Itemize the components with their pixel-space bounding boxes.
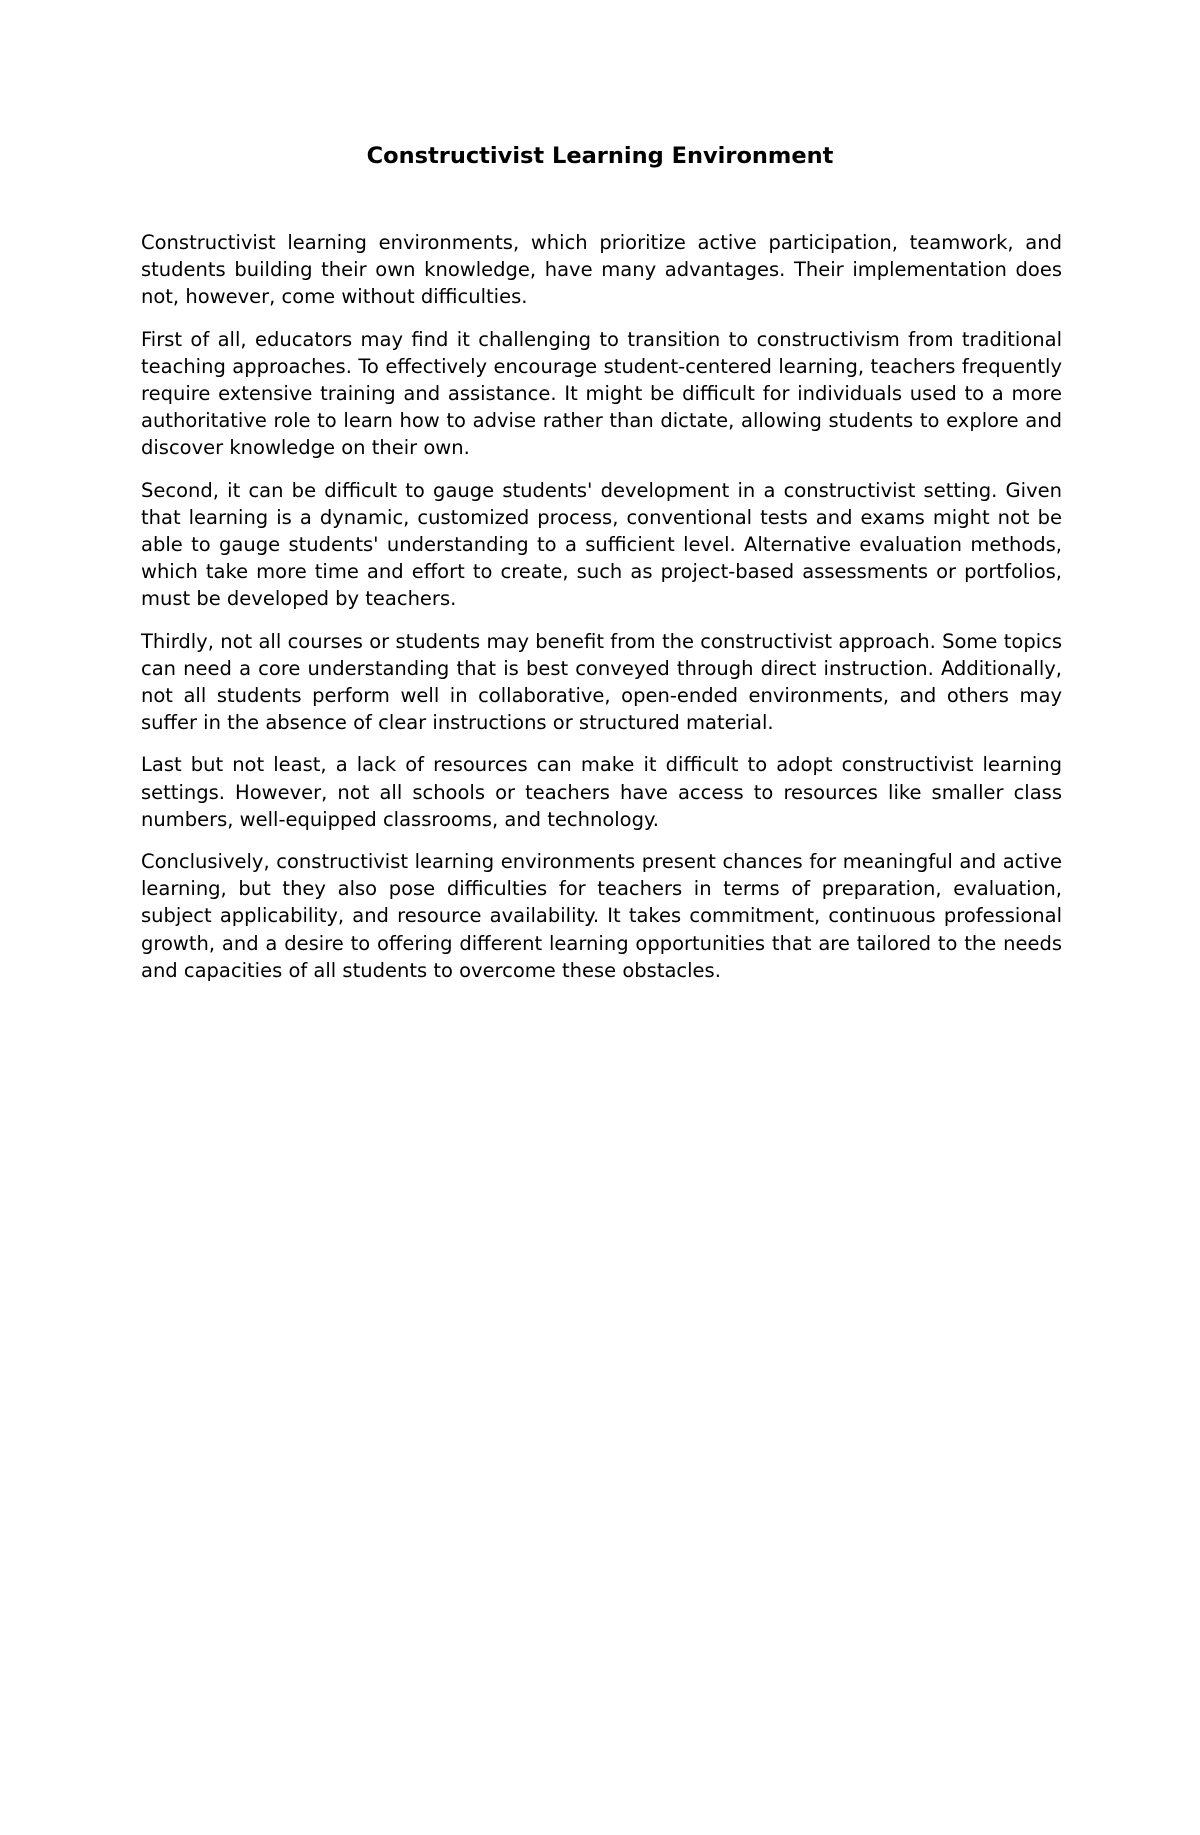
- paragraph-intro: Constructivist learning environments, which prioritize active participation, teamwork, and students building their own knowledge, have many advantages. Their implementation does not, however, come without difficulties.: [141, 231, 1062, 309]
- paragraph-third: Thirdly, not all courses or students may benefit from the constructivist approach. Some topics can need a core understanding that is best conveyed through direct instruction. Additionally, not all students perform well in collaborative, open-ended environments, and others may suffer in the absence of clear instructions or structured material.: [141, 629, 1062, 735]
- paragraph-conclusion: Conclusively, constructivist learning environments present chances for meaningful and active learning, but they also pose difficulties for teachers in terms of preparation, evaluation, subject applicability, and resource availability. It takes commitment, continuous professional growth, and a desire to offering different learning opportunities that are tailored to the needs and capacities of all students to overcome these obstacles.: [141, 850, 1062, 982]
- paragraph-first: First of all, educators may find it challenging to transition to constructivism from traditional teaching approaches. To effectively encourage student-centered learning, teachers frequently require extensive training and assistance. It might be difficult for individuals used to a more authoritative role to learn how to advise rather than dictate, allowing students to explore and discover knowledge on their own.: [141, 327, 1062, 460]
- paragraph-second: Second, it can be difficult to gauge students' development in a constructivist setting. Given that learning is a dynamic, customized process, conventional tests and exams might not be able to gauge students' understanding to a sufficient level. Alternative evaluation methods, which take more time and effort to create, such as project-based assessments or portfolios, must be developed by teachers.: [141, 478, 1062, 611]
- document-body: [141, 229, 1062, 999]
- document-title: Constructivist Learning Environment: [366, 143, 834, 169]
- paragraph-last: Last but not least, a lack of resources can make it difficult to adopt constructivist learning settings. However, not all schools or teachers have access to resources like smaller class numbers, well-equipped classrooms, and technology.: [141, 753, 1062, 831]
